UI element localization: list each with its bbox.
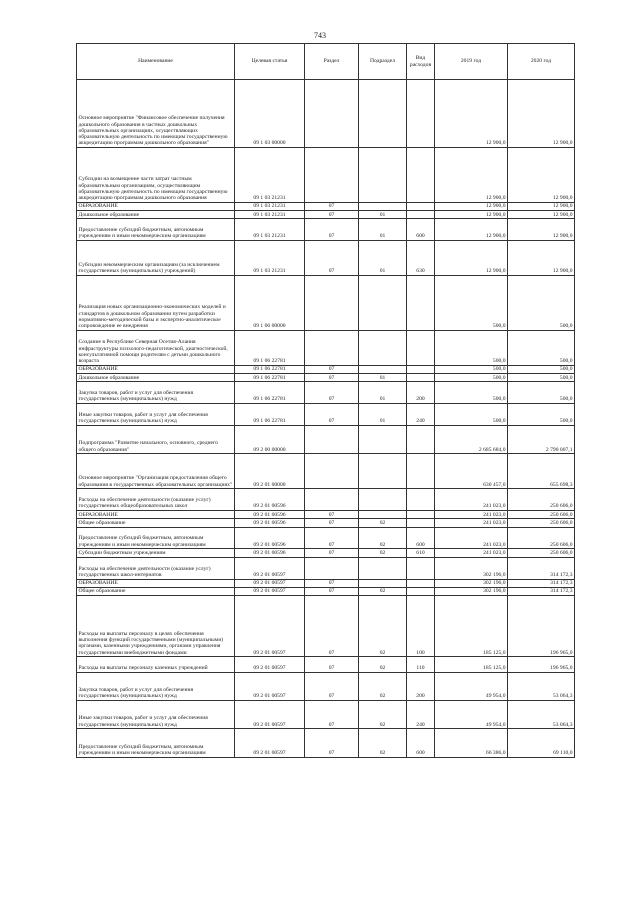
cell-expense-type: 240 [407, 700, 435, 728]
cell-expense-type [407, 80, 435, 148]
cell-2019: 241 023,0 [435, 527, 508, 549]
cell-2019: 241 023,0 [435, 489, 508, 511]
cell-2019: 49 954,0 [435, 700, 508, 728]
table-row [77, 219, 575, 241]
cell-name: Создание в Республике Северная Осетия-Алания инфраструктуры психолого-педагогической, диагностической, консультативной помощи родителям с детьми дошкольного возраста [77, 330, 235, 365]
cell-subsection: 02 [359, 527, 407, 549]
cell-target: 09 2 01 00597 [235, 657, 305, 672]
cell-expense-type [407, 276, 435, 331]
cell-target: 09 1 06 22781 [235, 382, 305, 404]
table-row [77, 425, 575, 453]
cell-target: 09 2 00 00000 [235, 425, 305, 453]
cell-target: 09 2 01 00596 [235, 511, 305, 519]
cell-expense-type [407, 511, 435, 519]
cell-2019: 500,0 [435, 382, 508, 404]
cell-target: 09 1 06 22781 [235, 365, 305, 373]
table-header [77, 44, 575, 80]
cell-name: ОБРАЗОВАНИЕ [77, 365, 235, 373]
cell-expense-type [407, 374, 435, 382]
cell-2019: 302 196,0 [435, 579, 508, 587]
column-header-subsection: Подраздел [359, 44, 407, 80]
cell-2019: 12 900,0 [435, 148, 508, 203]
cell-2019: 500,0 [435, 374, 508, 382]
cell-subsection: 01 [359, 374, 407, 382]
cell-expense-type [407, 365, 435, 373]
cell-2020: 12 900,0 [508, 202, 575, 210]
cell-section [305, 425, 359, 453]
cell-2019: 302 196,0 [435, 587, 508, 595]
cell-section [305, 276, 359, 331]
table-row [77, 454, 575, 489]
cell-2020: 250 606,0 [508, 519, 575, 527]
cell-name: ОБРАЗОВАНИЕ [77, 579, 235, 587]
column-header-name: Наименование [77, 44, 235, 80]
cell-expense-type: 630 [407, 241, 435, 276]
cell-subsection: 02 [359, 549, 407, 557]
cell-section: 07 [305, 700, 359, 728]
cell-section [305, 148, 359, 203]
cell-expense-type: 200 [407, 382, 435, 404]
cell-expense-type: 610 [407, 549, 435, 557]
column-header-target: Целевая статья [235, 44, 305, 80]
cell-section: 07 [305, 587, 359, 595]
cell-subsection: 02 [359, 657, 407, 672]
cell-2019: 241 023,0 [435, 511, 508, 519]
cell-subsection [359, 579, 407, 587]
cell-target: 09 1 03 21231 [235, 211, 305, 219]
table-row [77, 587, 575, 595]
page-number: 743 [314, 31, 326, 40]
cell-expense-type: 110 [407, 657, 435, 672]
cell-2019: 500,0 [435, 276, 508, 331]
cell-2020: 250 606,0 [508, 549, 575, 557]
cell-2019: 302 196,0 [435, 557, 508, 579]
cell-2020: 500,0 [508, 276, 575, 331]
cell-subsection: 01 [359, 404, 407, 426]
cell-2019: 185 125,0 [435, 657, 508, 672]
cell-2020: 500,0 [508, 382, 575, 404]
cell-name: Реализация новых организационно-экономических моделей и стандартов в дошкольном образовании путем разработки нормативно-методической базы и экспертно-аналитическое сопровождение ее внедрения [77, 276, 235, 331]
cell-target: 09 1 06 22781 [235, 404, 305, 426]
cell-subsection [359, 202, 407, 210]
cell-target: 09 2 01 00597 [235, 700, 305, 728]
cell-target: 09 1 03 00000 [235, 80, 305, 148]
column-header-expense-type: Вид расходов [407, 44, 435, 80]
table-row [77, 489, 575, 511]
cell-2020: 53 064,3 [508, 672, 575, 700]
cell-2019: 12 900,0 [435, 202, 508, 210]
cell-name: Предоставление субсидий бюджетным, автономным учреждениям и иным некоммерческим организациям [77, 729, 235, 757]
cell-target: 09 2 01 00597 [235, 557, 305, 579]
budget-table [76, 43, 575, 758]
cell-target: 09 1 06 22781 [235, 330, 305, 365]
cell-2020: 500,0 [508, 330, 575, 365]
table-row [77, 382, 575, 404]
cell-2019: 241 023,0 [435, 549, 508, 557]
cell-section [305, 80, 359, 148]
cell-2019: 2 685 684,0 [435, 425, 508, 453]
cell-subsection [359, 511, 407, 519]
cell-subsection: 01 [359, 241, 407, 276]
cell-2020: 314 172,3 [508, 579, 575, 587]
table-row [77, 596, 575, 657]
cell-2019: 12 900,0 [435, 241, 508, 276]
cell-2019: 185 125,0 [435, 596, 508, 657]
cell-name: Иные закупки товаров, работ и услуг для обеспечения государственных (муниципальных) нужд [77, 700, 235, 728]
cell-2020: 12 900,0 [508, 219, 575, 241]
table-row [77, 672, 575, 700]
cell-section [305, 330, 359, 365]
cell-expense-type [407, 425, 435, 453]
cell-subsection: 02 [359, 519, 407, 527]
cell-2019: 12 900,0 [435, 80, 508, 148]
cell-target: 09 1 03 21231 [235, 241, 305, 276]
cell-section [305, 454, 359, 489]
column-header-2019: 2019 год [435, 44, 508, 80]
table-row [77, 241, 575, 276]
table-row [77, 729, 575, 757]
cell-2020: 250 606,0 [508, 511, 575, 519]
cell-subsection [359, 454, 407, 489]
table-body [77, 80, 575, 758]
cell-2019: 241 023,0 [435, 519, 508, 527]
cell-subsection [359, 365, 407, 373]
cell-subsection [359, 557, 407, 579]
table-row [77, 527, 575, 549]
cell-2020: 314 172,3 [508, 587, 575, 595]
table-row [77, 148, 575, 203]
cell-2019: 500,0 [435, 404, 508, 426]
cell-section: 07 [305, 219, 359, 241]
cell-name: Субсидии бюджетным учреждениям [77, 549, 235, 557]
cell-name: Закупка товаров, работ и услуг для обеспечения государственных (муниципальных) нужд [77, 672, 235, 700]
table-row [77, 700, 575, 728]
cell-2020: 12 900,0 [508, 211, 575, 219]
cell-expense-type: 600 [407, 527, 435, 549]
cell-2020: 12 900,0 [508, 148, 575, 203]
cell-name: Иные закупки товаров, работ и услуг для обеспечения государственных (муниципальных) нужд [77, 404, 235, 426]
cell-expense-type [407, 211, 435, 219]
cell-subsection [359, 425, 407, 453]
cell-subsection: 02 [359, 700, 407, 728]
table-row [77, 276, 575, 331]
cell-2020: 314 172,3 [508, 557, 575, 579]
cell-expense-type: 100 [407, 596, 435, 657]
cell-name: Закупка товаров, работ и услуг для обеспечения государственных (муниципальных) нужд [77, 382, 235, 404]
cell-expense-type [407, 579, 435, 587]
table-row [77, 404, 575, 426]
table-row [77, 330, 575, 365]
cell-2020: 12 900,0 [508, 80, 575, 148]
cell-section: 07 [305, 596, 359, 657]
cell-subsection [359, 80, 407, 148]
cell-target: 09 2 01 00597 [235, 672, 305, 700]
cell-2019: 66 386,0 [435, 729, 508, 757]
cell-expense-type: 240 [407, 404, 435, 426]
cell-expense-type [407, 557, 435, 579]
cell-subsection: 01 [359, 219, 407, 241]
cell-expense-type [407, 202, 435, 210]
cell-subsection: 02 [359, 596, 407, 657]
cell-section: 07 [305, 404, 359, 426]
table-row [77, 365, 575, 373]
cell-2020: 53 064,3 [508, 700, 575, 728]
cell-name: Субсидии на возмещение части затрат частным образовательным организациям, осуществляющим образовательную деятельность по имеющим государственную аккредитацию программам дошкольного образования [77, 148, 235, 203]
cell-name: Расходы на выплаты персоналу в целях обеспечения выполнения функций государственными (муниципальными) органами, казенными учреждениями, органами управления государственными внебюджетными фондами [77, 596, 235, 657]
cell-2020: 500,0 [508, 374, 575, 382]
cell-2020: 250 606,0 [508, 527, 575, 549]
cell-section: 07 [305, 202, 359, 210]
cell-name: Общее образование [77, 587, 235, 595]
cell-subsection: 02 [359, 729, 407, 757]
cell-2020: 2 790 007,1 [508, 425, 575, 453]
cell-expense-type [407, 519, 435, 527]
cell-section: 07 [305, 382, 359, 404]
cell-2020: 69 110,0 [508, 729, 575, 757]
cell-2019: 12 900,0 [435, 211, 508, 219]
cell-name: Дошкольное образование [77, 374, 235, 382]
table-row [77, 202, 575, 210]
cell-target: 09 2 01 00597 [235, 579, 305, 587]
cell-2020: 250 606,0 [508, 489, 575, 511]
cell-target: 09 2 01 00596 [235, 489, 305, 511]
cell-target: 09 2 01 00597 [235, 587, 305, 595]
cell-target: 09 2 01 00596 [235, 519, 305, 527]
cell-target: 09 1 03 21231 [235, 148, 305, 203]
cell-2019: 630 457,0 [435, 454, 508, 489]
cell-2019: 12 900,0 [435, 219, 508, 241]
cell-subsection [359, 148, 407, 203]
cell-expense-type [407, 587, 435, 595]
cell-target: 09 2 01 00000 [235, 454, 305, 489]
cell-2019: 500,0 [435, 365, 508, 373]
cell-section: 07 [305, 527, 359, 549]
cell-target: 09 1 06 22781 [235, 374, 305, 382]
cell-section: 07 [305, 211, 359, 219]
cell-name: ОБРАЗОВАНИЕ [77, 202, 235, 210]
cell-name: Общее образование [77, 519, 235, 527]
table-row [77, 557, 575, 579]
cell-section: 07 [305, 241, 359, 276]
cell-2020: 500,0 [508, 365, 575, 373]
cell-name: Дошкольное образование [77, 211, 235, 219]
cell-subsection: 02 [359, 672, 407, 700]
cell-name: Расходы на обеспечение деятельности (оказание услуг) государственных школ-интернатов [77, 557, 235, 579]
cell-2019: 49 954,0 [435, 672, 508, 700]
cell-target: 09 2 01 00597 [235, 729, 305, 757]
cell-2020: 196 965,0 [508, 596, 575, 657]
cell-name: Основное мероприятие "Финансовое обеспечение получения дошкольного образования в частных дошкольных образовательных организациях, осуществляющих образовательную деятельность по имеющим государственную аккредитацию программам дошкольного образования" [77, 80, 235, 148]
cell-subsection [359, 330, 407, 365]
cell-target: 09 1 06 00000 [235, 276, 305, 331]
cell-target: 09 1 03 21231 [235, 219, 305, 241]
cell-expense-type [407, 454, 435, 489]
cell-section: 07 [305, 365, 359, 373]
cell-2020: 655 698,3 [508, 454, 575, 489]
table-row [77, 519, 575, 527]
cell-expense-type: 600 [407, 219, 435, 241]
cell-section: 07 [305, 549, 359, 557]
cell-section: 07 [305, 511, 359, 519]
cell-2020: 196 965,0 [508, 657, 575, 672]
cell-expense-type: 200 [407, 672, 435, 700]
cell-target: 09 2 01 00596 [235, 527, 305, 549]
cell-name: Предоставление субсидий бюджетным, автономным учреждениям и иным некоммерческим организациям [77, 527, 235, 549]
cell-2019: 500,0 [435, 330, 508, 365]
table-row [77, 80, 575, 148]
cell-subsection: 01 [359, 211, 407, 219]
cell-name: Основное мероприятие "Организация предоставления общего образования в государственных образовательных организациях" [77, 454, 235, 489]
cell-expense-type [407, 489, 435, 511]
cell-section: 07 [305, 519, 359, 527]
table-row [77, 511, 575, 519]
cell-name: Предоставление субсидий бюджетным, автономным учреждениям и иным некоммерческим организациям [77, 219, 235, 241]
cell-target: 09 2 01 00596 [235, 549, 305, 557]
cell-name: Расходы на выплаты персоналу казенных учреждений [77, 657, 235, 672]
cell-section: 07 [305, 729, 359, 757]
table-row [77, 657, 575, 672]
cell-2020: 500,0 [508, 404, 575, 426]
cell-2020: 12 900,0 [508, 241, 575, 276]
cell-section: 07 [305, 374, 359, 382]
table-row [77, 374, 575, 382]
cell-name: ОБРАЗОВАНИЕ [77, 511, 235, 519]
cell-target: 09 1 03 21231 [235, 202, 305, 210]
column-header-section: Раздел [305, 44, 359, 80]
cell-section [305, 489, 359, 511]
cell-section: 07 [305, 579, 359, 587]
cell-section: 07 [305, 657, 359, 672]
cell-expense-type [407, 148, 435, 203]
column-header-2020: 2020 год [508, 44, 575, 80]
cell-name: Подпрограмма "Развитие начального, основного, среднего общего образования" [77, 425, 235, 453]
table-row [77, 211, 575, 219]
cell-section: 07 [305, 672, 359, 700]
cell-expense-type: 600 [407, 729, 435, 757]
cell-subsection [359, 489, 407, 511]
cell-subsection: 01 [359, 382, 407, 404]
cell-section [305, 557, 359, 579]
cell-subsection: 02 [359, 587, 407, 595]
cell-name: Расходы на обеспечение деятельности (оказание услуг) государственных общеобразовательных школ [77, 489, 235, 511]
cell-target: 09 2 01 00597 [235, 596, 305, 657]
cell-subsection [359, 276, 407, 331]
table-row [77, 549, 575, 557]
cell-name: Субсидии некоммерческим организациям (за исключением государственных (муниципальных) учреждений) [77, 241, 235, 276]
table-row [77, 579, 575, 587]
cell-expense-type [407, 330, 435, 365]
